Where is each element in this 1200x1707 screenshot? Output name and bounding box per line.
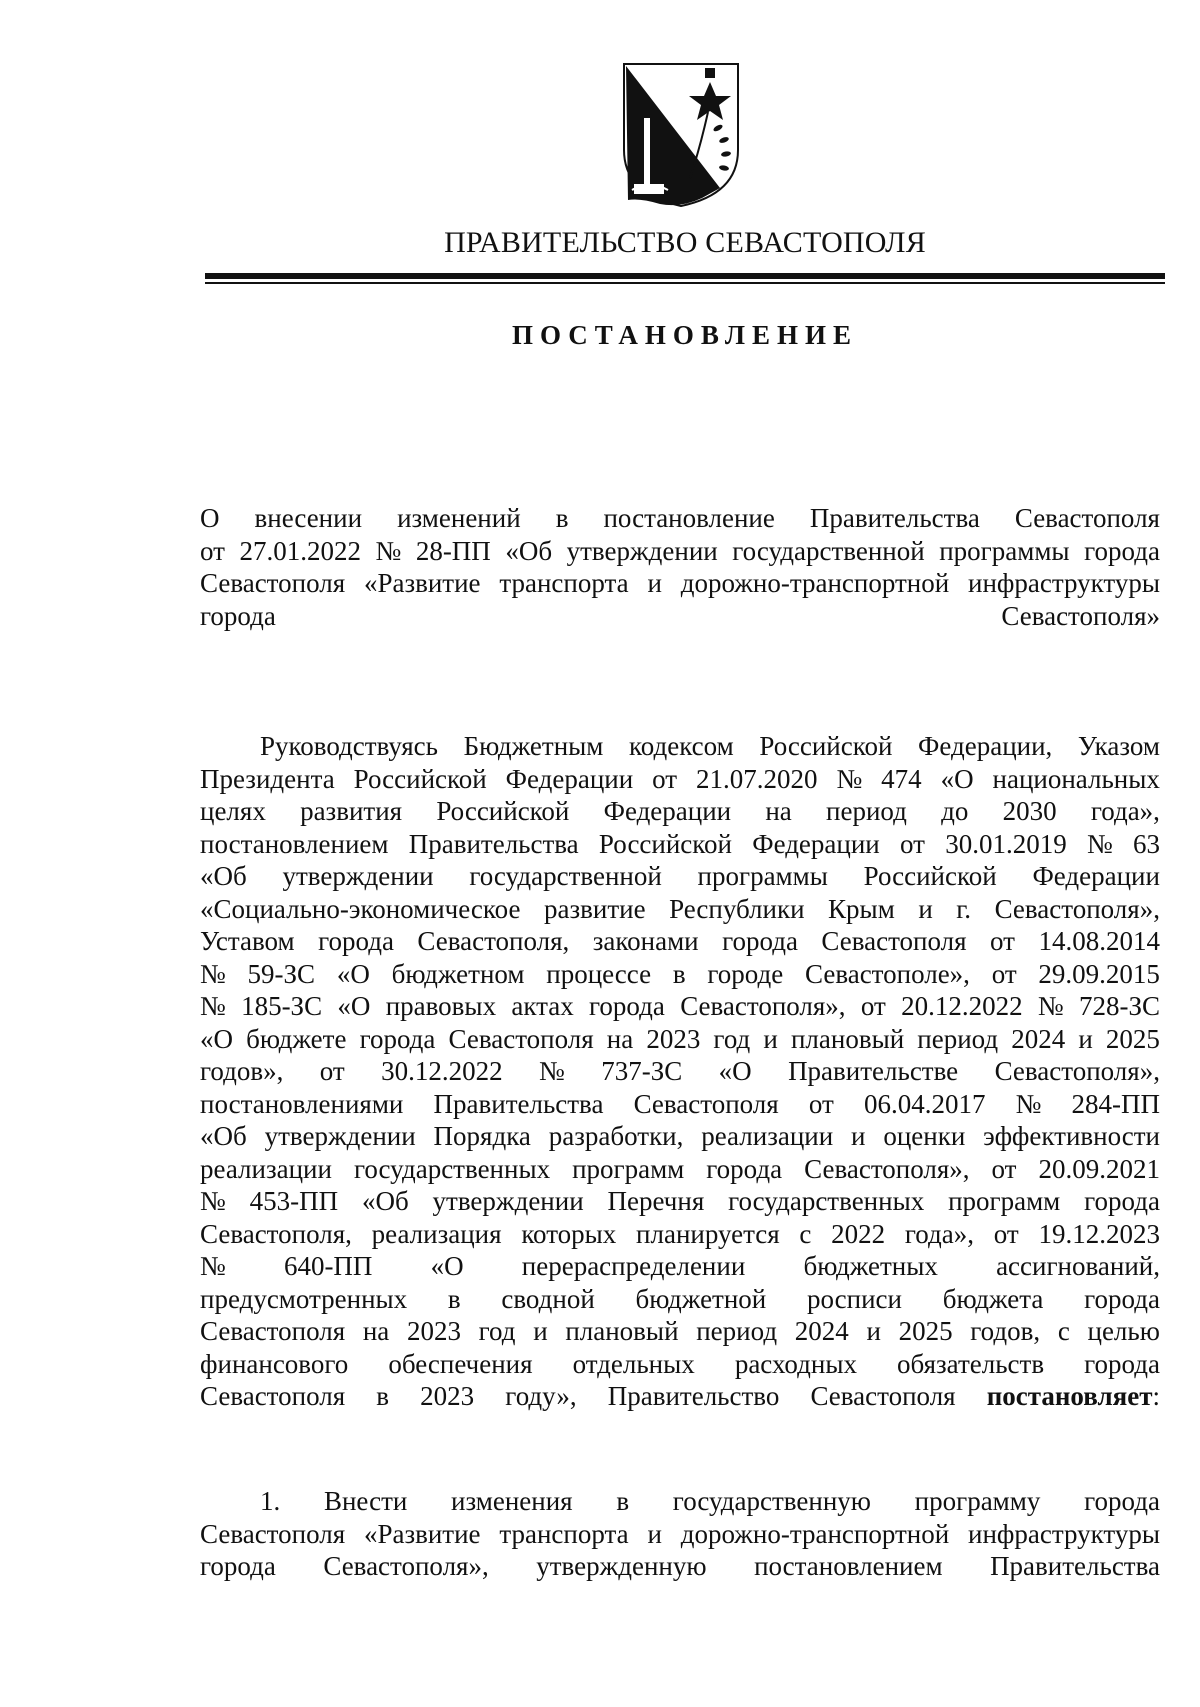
body-line: Президента Российской Федерации от 21.07.2020 № 474 «О национальных: [200, 763, 1160, 794]
body-line: Севастополя на 2023 год и плановый период 2024 и 2025 годов, с целью: [200, 1316, 1160, 1346]
body-line-final: [200, 1380, 1160, 1413]
item-line: 1. Внести изменения в государственную программу города: [260, 1486, 1160, 1516]
body-line: «Об утверждении Порядка разработки, реализации и оценки эффективности: [200, 1121, 1160, 1151]
body-final-text: Севастополя в 2023 году», Правительство Севастополя: [200, 1381, 987, 1411]
body-line: реализации государственных программ города Севастополя», от 20.09.2021: [200, 1153, 1160, 1184]
preamble-paragraph: [200, 730, 1160, 1413]
body-line: Севастополя, реализация которых планируется с 2022 года», от 19.12.2023: [200, 1218, 1160, 1249]
document-type: ПОСТАНОВЛЕНИЕ: [511, 320, 859, 350]
body-line: «Социально-экономическое развитие Республики Крым и г. Севастополя»,: [200, 893, 1160, 924]
resolution-colon: :: [1152, 1381, 1160, 1411]
title-line: от 27.01.2022 № 28-ПП «Об утверждении государственной программы города: [200, 535, 1160, 566]
body-line: «О бюджете города Севастополя на 2023 год и плановый период 2024 и 2025: [200, 1023, 1160, 1054]
title-line: О внесении изменений в постановление Правительства Севастополя: [200, 503, 1160, 533]
body-line: целях развития Российской Федерации на период до 2030 года»,: [200, 796, 1160, 826]
body-line: годов», от 30.12.2022 № 737-ЗС «О Правительстве Севастополя»,: [200, 1056, 1160, 1086]
body-line: Руководствуясь Бюджетным кодексом Российской Федерации, Указом: [260, 731, 1160, 761]
body-line: постановлениями Правительства Севастополя от 06.04.2017 № 284-ПП: [200, 1088, 1160, 1119]
body-line: № 59-ЗС «О бюджетном процессе в городе Севастополе», от 29.09.2015: [200, 958, 1160, 989]
resolution-keyword: постановляет: [986, 1381, 1153, 1411]
body-line: постановлением Правительства Российской Федерации от 30.01.2019 № 63: [200, 828, 1160, 859]
title-line: города Севастополя»: [200, 600, 1160, 631]
body-line: Уставом города Севастополя, законами города Севастополя от 14.08.2014: [200, 926, 1160, 956]
body-line: финансового обеспечения отдельных расходных обязательств города: [200, 1348, 1160, 1379]
item-line: города Севастополя», утвержденную постановлением Правительства: [200, 1551, 1160, 1581]
title-line: Севастополя «Развитие транспорта и дорожно-транспортной инфраструктуры: [200, 568, 1160, 598]
document-title: [200, 502, 1160, 632]
body-line: «Об утверждении государственной программы Российской Федерации: [200, 861, 1160, 891]
sevastopol-coat-of-arms-icon: [620, 58, 742, 208]
header-divider-thin: [205, 282, 1165, 284]
item-line: Севастополя «Развитие транспорта и дорожно-транспортной инфраструктуры: [200, 1518, 1160, 1549]
government-name: ПРАВИТЕЛЬСТВО СЕВАСТОПОЛЯ: [444, 226, 926, 259]
body-line: предусмотренных в сводной бюджетной росписи бюджета города: [200, 1283, 1160, 1314]
resolution-item-1: [200, 1485, 1160, 1583]
body-line: № 453-ПП «Об утверждении Перечня государственных программ города: [200, 1186, 1160, 1216]
header-divider-thick: [205, 273, 1165, 279]
body-line: № 185-ЗС «О правовых актах города Севастополя», от 20.12.2022 № 728-ЗС: [200, 991, 1160, 1021]
body-line: № 640-ПП «О перераспределении бюджетных ассигнований,: [200, 1251, 1160, 1281]
